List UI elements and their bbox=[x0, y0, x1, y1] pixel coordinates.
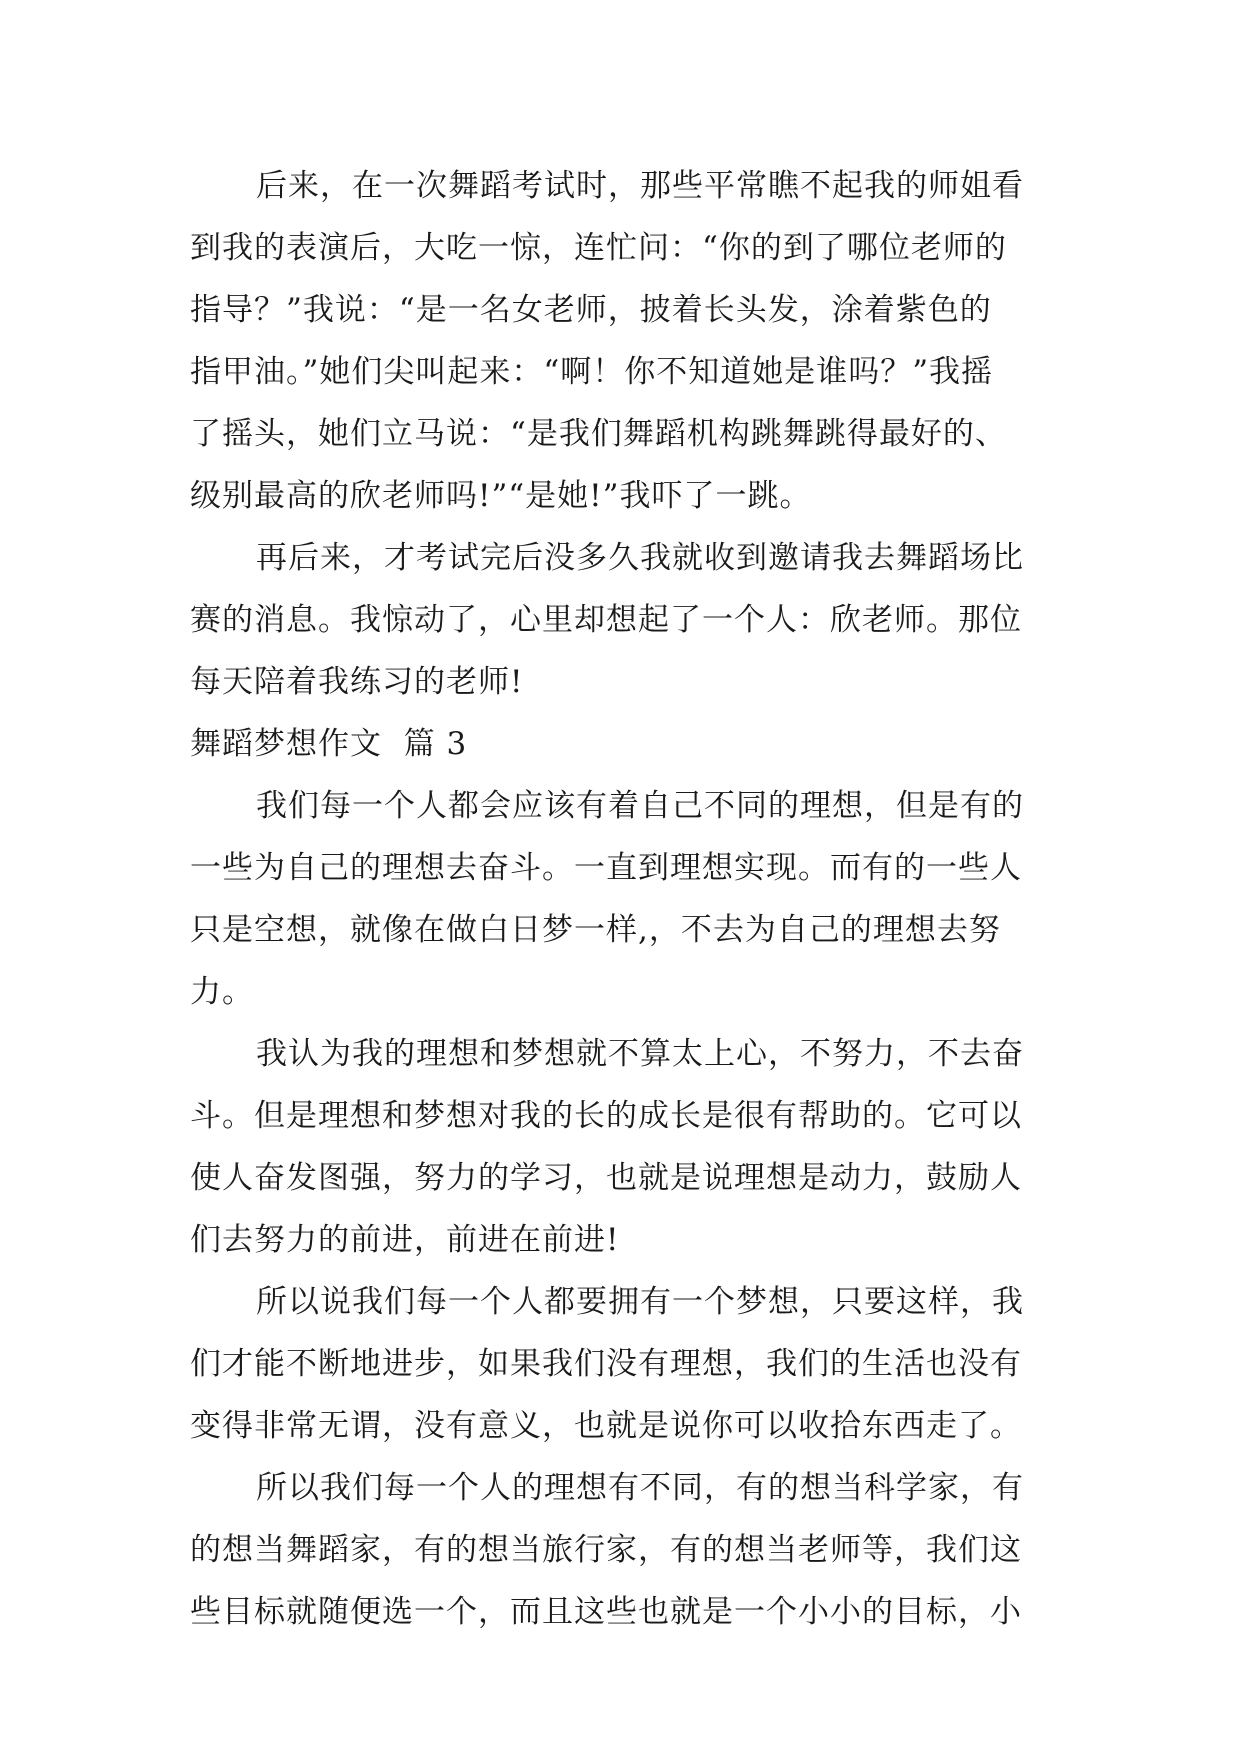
text-line: 级别最高的欣老师吗!”“是她!”我吓了一跳。 bbox=[190, 478, 812, 514]
text-line: 后来，在一次舞蹈考试时，那些平常瞧不起我的师姐看 bbox=[256, 168, 1024, 204]
section-heading bbox=[190, 713, 1054, 775]
text-line: 一些为自己的理想去奋斗。一直到理想实现。而有的一些人 bbox=[190, 850, 1022, 886]
text-line: 力。 bbox=[190, 974, 254, 1010]
paragraph-2 bbox=[190, 527, 1054, 713]
text-line: 们去努力的前进，前进在前进! bbox=[190, 1222, 620, 1258]
text-line: 到我的表演后，大吃一惊，连忙问：“你的到了哪位老师的 bbox=[190, 230, 1007, 266]
paragraph-6 bbox=[190, 1457, 1054, 1643]
text-line: 我们每一个人都会应该有着自己不同的理想，但是有的 bbox=[256, 788, 1024, 824]
text-line: 每天陪着我练习的老师! bbox=[190, 664, 524, 700]
document-body bbox=[190, 155, 1054, 1643]
text-line: 只是空想，就像在做白日梦一样,，不去为自己的理想去努 bbox=[190, 912, 1001, 948]
text-line: 斗。但是理想和梦想对我的长的成长是很有帮助的。它可以 bbox=[190, 1098, 1022, 1134]
text-line: 指导？”我说：“是一名女老师，披着长头发，涂着紫色的 bbox=[190, 292, 992, 328]
text-line: 指甲油。”她们尖叫起来：“啊！你不知道她是谁吗？”我摇 bbox=[190, 354, 994, 390]
text-line: 所以我们每一个人的理想有不同，有的想当科学家，有 bbox=[256, 1470, 1024, 1506]
heading-text: 舞蹈梦想作文 篇 3 bbox=[190, 726, 468, 762]
text-line: 赛的消息。我惊动了，心里却想起了一个人：欣老师。那位 bbox=[190, 602, 1022, 638]
text-line: 我认为我的理想和梦想就不算太上心，不努力，不去奋 bbox=[256, 1036, 1024, 1072]
text-line: 了摇头，她们立马说：“是我们舞蹈机构跳舞跳得最好的、 bbox=[190, 416, 1007, 452]
text-line: 所以说我们每一个人都要拥有一个梦想，只要这样，我 bbox=[256, 1284, 1024, 1320]
text-line: 的想当舞蹈家，有的想当旅行家，有的想当老师等，我们这 bbox=[190, 1532, 1022, 1568]
paragraph-5 bbox=[190, 1271, 1054, 1457]
text-line: 再后来，才考试完后没多久我就收到邀请我去舞蹈场比 bbox=[256, 540, 1024, 576]
paragraph-1 bbox=[190, 155, 1054, 527]
paragraph-4 bbox=[190, 1023, 1054, 1271]
text-line: 变得非常无谓，没有意义，也就是说你可以收拾东西走了。 bbox=[190, 1408, 1022, 1444]
text-line: 们才能不断地进步，如果我们没有理想，我们的生活也没有 bbox=[190, 1346, 1022, 1382]
text-line: 些目标就随便选一个，而且这些也就是一个小小的目标，小 bbox=[190, 1594, 1022, 1630]
text-line: 使人奋发图强，努力的学习，也就是说理想是动力，鼓励人 bbox=[190, 1160, 1022, 1196]
paragraph-3 bbox=[190, 775, 1054, 1023]
